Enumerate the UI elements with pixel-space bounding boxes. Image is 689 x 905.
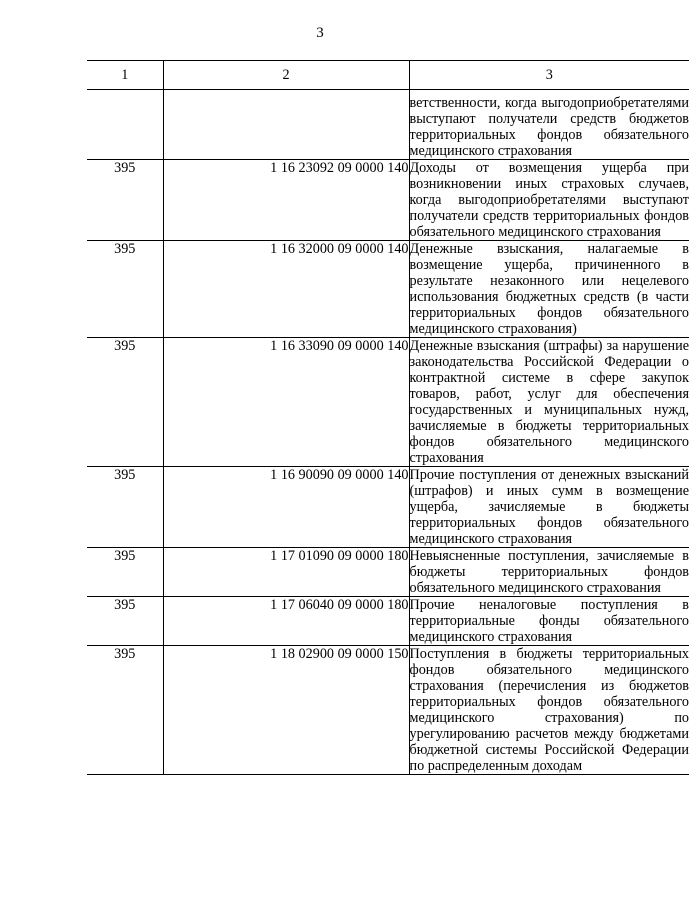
description-cell: Денежные взыскания (штрафы) за нарушение законодательства Российской Федерации о контрактной системе в сфере закупок товаров, работ, услуг для обеспечения государственных и муниципальных нужд, зачисляемые в бюджеты территориальных фондов обязательного медицинского страхования: [409, 338, 689, 466]
admin-code-cell: 395: [87, 241, 163, 338]
admin-code-cell: 395: [87, 597, 163, 646]
column-header-3: 3: [409, 61, 689, 90]
description-cell: Поступления в бюджеты территориальных фондов обязательного медицинского страхования (перечисления из бюджетов территориальных фондов обязательного медицинского страхования) по урегулированию расчетов между бюджетами бюджетной системы Российской Федерации по распределенным доходам: [409, 646, 689, 774]
column-header-2: 2: [163, 61, 409, 90]
page-number: 3: [316, 25, 324, 41]
table-row: [87, 90, 689, 160]
admin-code-cell: 395: [87, 646, 163, 775]
budget-classification-table: [87, 60, 689, 775]
description-cell: Доходы от возмещения ущерба при возникновении иных страховых случаев, когда выгодоприобретателями выступают получатели средств территориальных фондов обязательного медицинского страхования: [409, 160, 689, 240]
description-cell: ветственности, когда выгодоприобретателями выступают получатели средств бюджетов территориальных фондов обязательного медицинского страхования: [409, 90, 689, 160]
description-cell: Прочие поступления от денежных взысканий (штрафов) и иных сумм в возмещение ущерба, зачисляемые в бюджеты территориальных фондов обязательного медицинского страхования: [409, 467, 689, 547]
table-row: [87, 160, 689, 241]
table-row: [87, 467, 689, 548]
description-cell: Прочие неналоговые поступления в территориальные фонды обязательного медицинского страхования: [409, 597, 689, 645]
budget-code-cell: 1 17 01090 09 0000 180: [163, 548, 409, 597]
budget-code-cell: 1 16 90090 09 0000 140: [163, 467, 409, 548]
table-row: [87, 241, 689, 338]
description-cell: Невыясненные поступления, зачисляемые в бюджеты территориальных фондов обязательного медицинского страхования: [409, 548, 689, 596]
budget-code-cell: 1 16 32000 09 0000 140: [163, 241, 409, 338]
budget-code-cell: 1 16 33090 09 0000 140: [163, 338, 409, 467]
table-row: [87, 338, 689, 467]
budget-code-cell: [163, 90, 409, 160]
admin-code-cell: 395: [87, 548, 163, 597]
table-row: [87, 597, 689, 646]
budget-code-cell: 1 16 23092 09 0000 140: [163, 160, 409, 241]
table-row: [87, 646, 689, 775]
budget-code-cell: 1 18 02900 09 0000 150: [163, 646, 409, 775]
column-header-1: 1: [87, 61, 163, 90]
description-cell: Денежные взыскания, налагаемые в возмещение ущерба, причиненного в результате незаконного или нецелевого использования бюджетных средств (в части территориальных фондов обязательного медицинского страхования): [409, 241, 689, 337]
admin-code-cell: 395: [87, 467, 163, 548]
table-row: [87, 548, 689, 597]
budget-code-cell: 1 17 06040 09 0000 180: [163, 597, 409, 646]
admin-code-cell: 395: [87, 160, 163, 241]
admin-code-cell: 395: [87, 338, 163, 467]
table-header-row: [87, 61, 689, 90]
admin-code-cell: [87, 90, 163, 160]
